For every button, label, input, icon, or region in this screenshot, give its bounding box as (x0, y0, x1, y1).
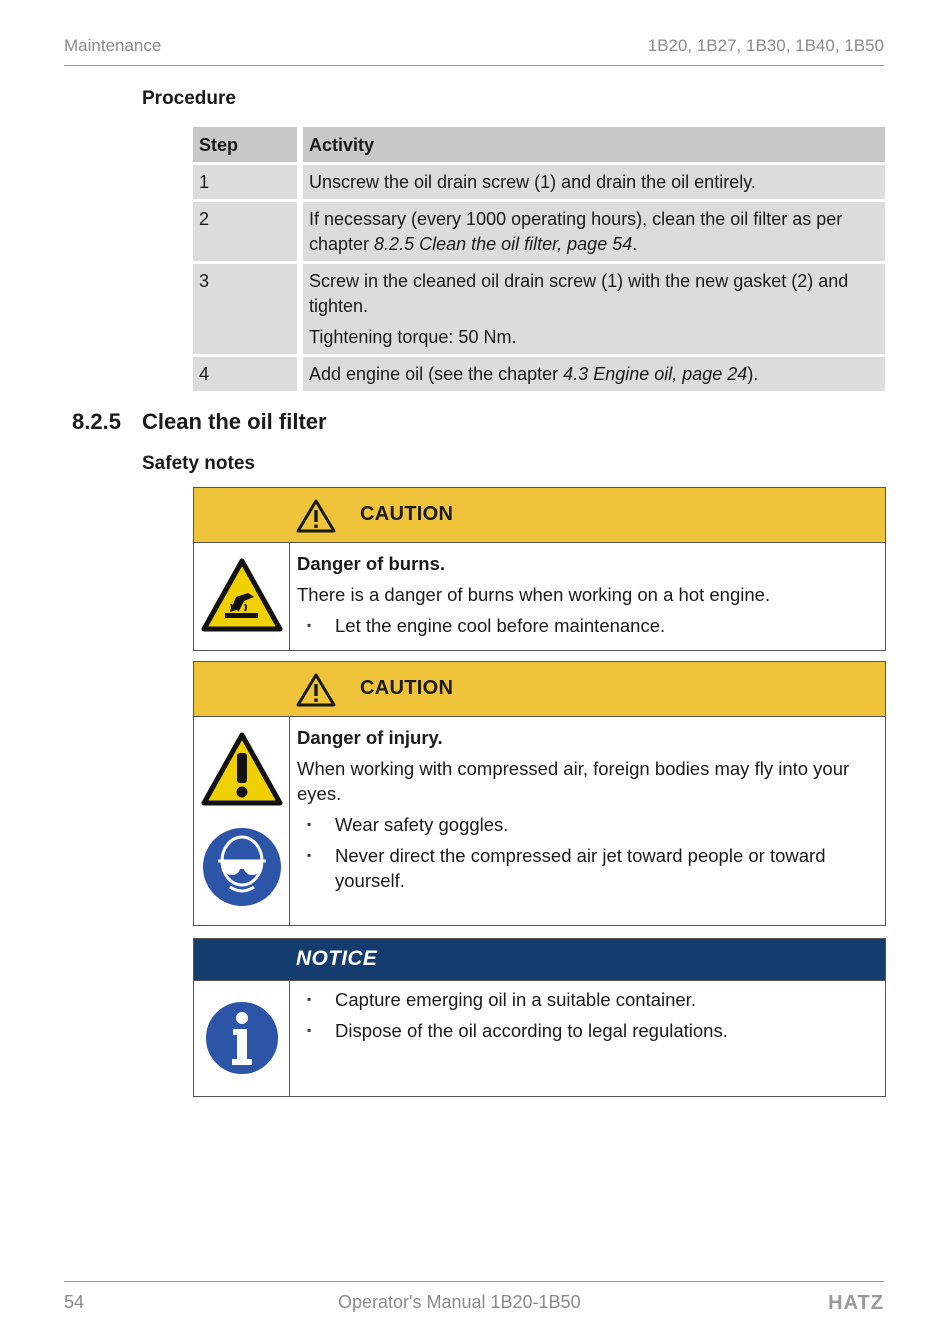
procedure-heading: Procedure (142, 88, 236, 109)
chapter-reference-link[interactable]: 4.3 Engine oil, page 24 (563, 364, 748, 384)
table-row (193, 264, 885, 354)
general-warning-icon (200, 731, 284, 807)
notice-bar (194, 939, 885, 981)
notice-label: NOTICE (296, 947, 378, 970)
list-item: ▪ Never direct the compressed air jet toward people or toward yourself. (297, 843, 877, 893)
hot-surface-warning-icon (200, 557, 284, 633)
step-number: 2 (193, 202, 297, 261)
list-item: ▪ Wear safety goggles. (297, 812, 877, 837)
table-row (193, 202, 885, 261)
caution-label: CAUTION (360, 503, 454, 525)
col-activity-header: Activity (303, 127, 885, 162)
section-number: 8.2.5 (72, 409, 121, 434)
step-activity: If necessary (every 1000 operating hours), clean the oil filter as per chapter 8.2.5 Clean the oil filter, page 54. (303, 202, 885, 261)
caution-box-injury (193, 661, 886, 926)
chapter-reference-link[interactable]: 8.2.5 Clean the oil filter, page 54 (374, 234, 633, 254)
list-item: ▪ Capture emerging oil in a suitable container. (297, 987, 877, 1012)
hazard-text: When working with compressed air, foreign bodies may fly into your eyes. (297, 758, 850, 804)
caution-box-burns (193, 487, 886, 651)
caution-label: CAUTION (360, 677, 454, 699)
list-item: ▪ Dispose of the oil according to legal regulations. (297, 1018, 877, 1043)
hazard-title: Danger of injury. (297, 727, 443, 748)
section-title-text: Clean the oil filter (142, 409, 327, 434)
step-number: 1 (193, 165, 297, 199)
header-models: 1B20, 1B27, 1B30, 1B40, 1B50 (647, 36, 884, 55)
step-number: 4 (193, 357, 297, 391)
col-step-header: Step (193, 127, 297, 162)
caution-triangle-icon (296, 499, 336, 533)
hazard-title: Danger of burns. (297, 553, 446, 574)
brand-logo: HATZ (828, 1292, 884, 1314)
safety-notes-heading: Safety notes (142, 453, 255, 474)
list-item: ▪ Let the engine cool before maintenance. (297, 613, 877, 638)
notice-box (193, 938, 886, 1097)
tightening-torque: Tightening torque: 50 Nm. (309, 327, 517, 347)
caution-bar (194, 488, 885, 543)
step-activity: Add engine oil (see the chapter 4.3 Engine oil, page 24). (303, 357, 885, 391)
header-section: Maintenance (64, 36, 162, 55)
wear-goggles-icon (200, 825, 284, 909)
table-row (193, 357, 885, 391)
caution-bar (194, 662, 885, 717)
page-footer (64, 1281, 884, 1321)
step-activity: Screw in the cleaned oil drain screw (1) with the new gasket (2) and tighten. Tightening torque: 50 Nm. (303, 264, 885, 354)
step-activity: Unscrew the oil drain screw (1) and drain the oil entirely. (303, 165, 885, 199)
page-header (64, 36, 884, 66)
table-header-row (193, 127, 885, 162)
hazard-text: There is a danger of burns when working on a hot engine. (297, 584, 771, 605)
info-icon (203, 999, 281, 1077)
procedure-table (193, 124, 885, 394)
section-title (72, 409, 327, 435)
table-row (193, 165, 885, 199)
caution-triangle-icon (296, 673, 336, 707)
step-number: 3 (193, 264, 297, 354)
manual-title: Operator's Manual 1B20-1B50 (338, 1292, 581, 1312)
page-number: 54 (64, 1292, 85, 1312)
